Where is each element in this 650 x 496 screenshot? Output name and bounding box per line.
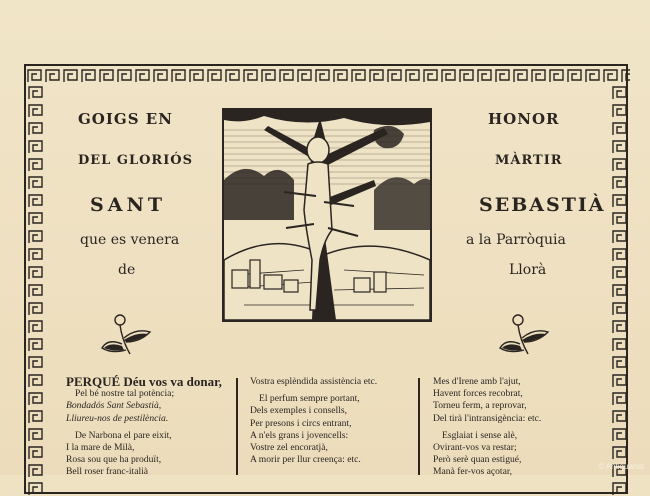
verse-line: Vostre zel encoratjà, [250,442,328,454]
verse-line: Pel bé nostre tal potència; [75,388,175,400]
verse-column-3 [433,376,541,479]
verse-column-2 [250,376,377,466]
woodcut-saint-image [222,108,432,322]
verse-line: A morir per llur creença: etc. [250,454,361,466]
verse-line: Mes d'Irene amb l'ajut, [433,376,521,387]
subtitle-llora: Llorà [509,262,547,278]
subtitle-de: de [118,262,136,278]
subtitle-que-es-venera: que es venera [80,232,180,248]
column-divider [418,378,420,475]
verse-line: Bondadós Sant Sebastià, [66,400,162,412]
verse-line: El perfum sempre portant, [259,393,360,405]
verse-line: Per presons i circs entrant, [250,417,352,429]
verse-line: Ovirant-vos va restar; [433,442,517,454]
verse-line: A n'els grans i jovencells: [250,429,349,441]
title-sant: SANT [90,194,166,216]
verse-line: Bell roser franc-italià [66,466,149,478]
title-martir: MÀRTIR [495,153,563,168]
verse-line: Dels exemples i consells, [250,405,347,417]
verse-line: Però serè quan estigué, [433,454,522,466]
verse-column-1 [66,376,222,479]
verse-line: I la mare de Milà, [66,442,135,454]
verse-line: Esglaiat i sense alè, [442,429,518,441]
verse-line: Lliureu-nos de pestilència. [66,412,169,424]
subtitle-a-la-parroquia: a la Parròquia [466,232,566,248]
flower-ornament-icon [100,310,156,366]
verse-line: PERQUÉ Déu vos va donar, [66,374,222,389]
watermark: © Antiquariat [598,462,644,471]
verse-line: Del tirà l'intransigència: etc. [433,412,542,424]
title-goigs-en: GOIGS EN [78,110,173,128]
flower-ornament-icon [498,310,554,366]
verse-line: Torneu ferm, a reprovar, [433,400,527,412]
verse-line: Vostra esplèndida assistència etc. [250,376,378,387]
title-honor: HONOR [488,110,560,128]
verse-line: Havent forces recobrat, [433,388,523,400]
verse-line: Manà fer-vos açotar, [433,466,513,478]
title-sebastia: SEBASTIÀ [479,194,606,216]
title-del-glorios: DEL GLORIÓS [78,153,194,168]
verse-line: De Narbona el pare eixit, [75,429,172,441]
verse-line: Rosa sou que ha produït, [66,454,162,466]
column-divider [236,378,238,475]
